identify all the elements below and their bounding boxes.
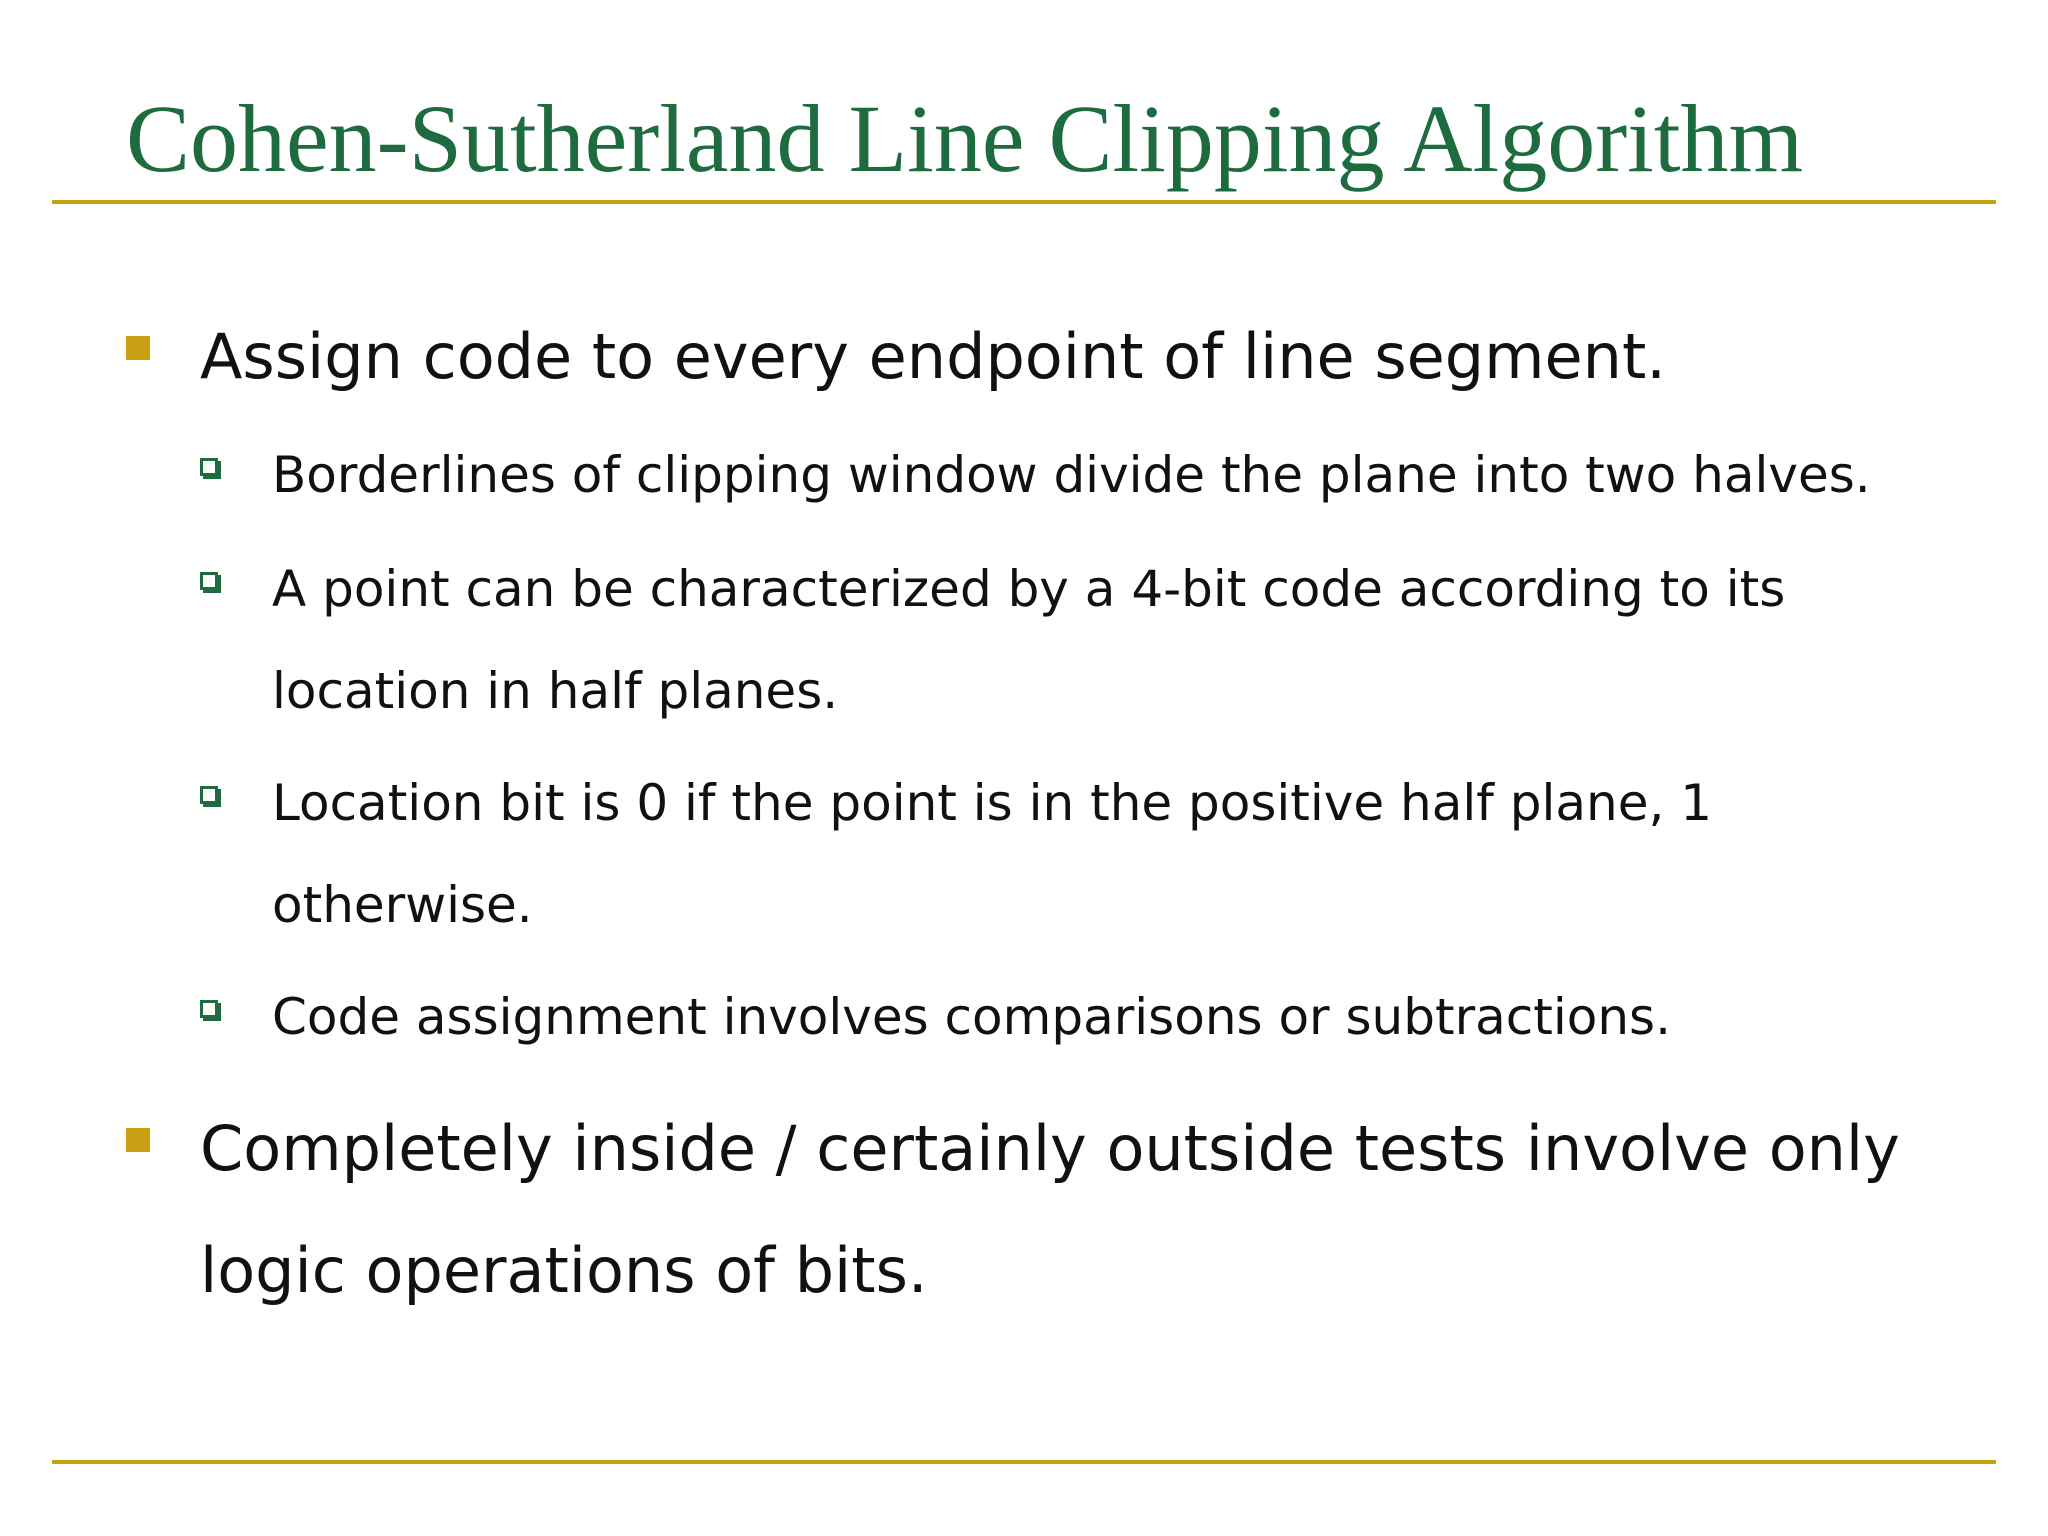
footer-divider xyxy=(52,1460,1996,1464)
hollow-square-bullet-icon xyxy=(200,458,218,476)
sub-bullet-1-4-text: Code assignment involves comparisons or subtractions. xyxy=(272,988,1671,1046)
slide-title: Cohen-Sutherland Line Clipping Algorithm xyxy=(126,85,1804,192)
filled-square-bullet-icon xyxy=(126,1128,150,1152)
hollow-square-bullet-icon xyxy=(200,1000,218,1018)
sub-bullet-1-1-text: Borderlines of clipping window divide the plane into two halves. xyxy=(272,446,1871,504)
sub-bullet-1-2 xyxy=(200,538,2000,742)
hollow-square-bullet-icon xyxy=(200,572,218,590)
bullet-1-text: Assign code to every endpoint of line segment. xyxy=(200,320,1666,393)
bullet-2 xyxy=(126,1088,1966,1332)
bullet-1 xyxy=(126,296,1966,418)
bullet-2-text: Completely inside / certainly outside tests involve only logic operations of bits. xyxy=(200,1112,1900,1307)
sub-bullet-1-4 xyxy=(200,966,2000,1068)
sub-bullet-1-3 xyxy=(200,752,2000,956)
hollow-square-bullet-icon xyxy=(200,786,218,804)
sub-bullet-1-1 xyxy=(200,424,2000,526)
sub-bullet-1-2-text: A point can be characterized by a 4-bit code according to its location in half planes. xyxy=(272,560,1786,720)
sub-bullet-1-3-text: Location bit is 0 if the point is in the positive half plane, 1 otherwise. xyxy=(272,774,1713,934)
filled-square-bullet-icon xyxy=(126,336,150,360)
